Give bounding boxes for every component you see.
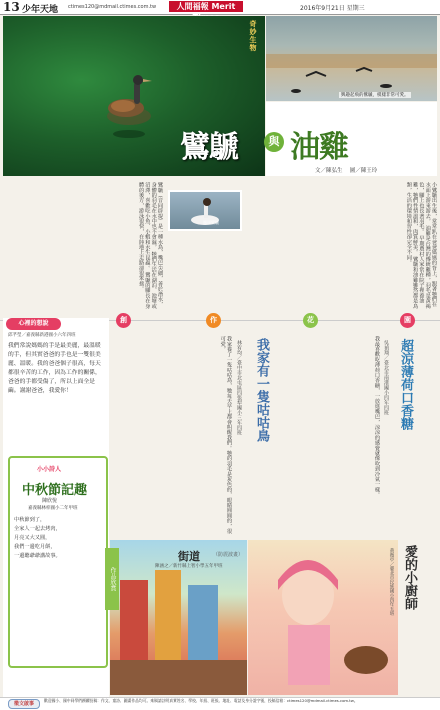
- poem-body: [14, 516, 100, 561]
- chef-title: 愛的小廚師: [402, 545, 417, 610]
- middle-story-body: [112, 336, 232, 536]
- chef-author: 黃薇亭／臺北市民族國小四年五班: [389, 548, 394, 616]
- body-paragraph: 鷿鷈的腳長在身體的後方，游泳很快，在陸地上走路卻很笨拙。: [138, 182, 151, 309]
- art-tag: 作品欣賞: [105, 548, 119, 610]
- site-address: ctimes120@mdmail.ctimes.com.tw: [68, 4, 157, 10]
- poem-line: 月亮又大又圓，: [14, 535, 51, 541]
- submission-tag: 徵文啟事: [8, 699, 40, 709]
- inset-caption: 鳳頭鷿鷈: [203, 220, 219, 225]
- page-number: 13: [3, 0, 20, 14]
- xiangshuo-author: 邱芊瑩／嘉義縣新港國小六年四班: [8, 333, 76, 338]
- poem-school: 嘉義縣林梓國小二年甲班: [28, 506, 78, 511]
- middle-story-author: 林宥均／臺中市北屯區四張犁國小三年四班: [236, 340, 242, 435]
- banner-circle-1: 創: [116, 313, 131, 328]
- feature-title-part2: 油雞: [290, 130, 348, 165]
- banner-circle-2: 作: [206, 313, 221, 328]
- right-story-author: 吳禎翔／臺北市南港國小四年四班: [383, 340, 389, 415]
- feature-byline: 文／陳弘生 圖／陳王玲: [315, 168, 378, 174]
- body-paragraph: 油雞是台灣的傳統雞種，羽毛是黃褐色，腳上也長著羽毛。: [418, 182, 431, 309]
- poem-author: 陳欣悅: [42, 498, 58, 504]
- street-title: 街道: [178, 550, 200, 563]
- section-title: 少年天地: [22, 5, 59, 15]
- photo-caption: 興趣起飛的鷿鷈，模樣非常可愛。: [341, 93, 409, 98]
- street-author: 陳涵之／新竹縣上智小學五年甲班: [155, 564, 223, 569]
- submission-text: 歡迎國小、國中同學們踴躍投稿：作文、童詩、圖畫作品均可。來稿請註明真實姓名、學校、年級、班級、地址、電話及身分證字號，投稿信箱：ctimes120@mdmail.ctimes.com.tw。: [44, 698, 358, 703]
- body-paragraph: 早期農村人家常在院子裡養油雞，牠們性情溫和，肉質鮮美。: [412, 182, 425, 304]
- poem-line: 一邊聽爺爺講故事。: [14, 553, 61, 559]
- body-paragraph: 小鷿鷈出生後，常常趴在爸爸媽媽的背上，跟著牠們在水面上游來游去。: [424, 182, 437, 307]
- birds-illustration: [266, 16, 437, 101]
- issue-date: 2016年9月21日 星期三: [300, 5, 365, 12]
- right-story-body: [270, 336, 380, 536]
- poem-tag: 小小詩人: [37, 466, 62, 473]
- banner-circle-4: 園: [400, 313, 415, 328]
- poem-line: 我們一邊吃月餅，: [14, 544, 56, 550]
- body-paragraph: 牠們生活在湖泊、池塘或沼澤，喜歡吃小魚、小蝦和水生昆蟲。: [144, 182, 157, 309]
- feature-title-joiner: 與: [264, 132, 284, 152]
- xiangshuo-tag: 心裡的想說: [6, 318, 61, 330]
- poem-title: 中秋節記趣: [22, 483, 88, 498]
- column-label: [248, 20, 258, 52]
- chef-painting: [248, 540, 398, 695]
- middle-story-title: 我家有一隻咕咕鳥: [254, 338, 269, 442]
- feature-body-left: [3, 182, 163, 310]
- chef-illustration: [248, 540, 398, 695]
- right-story-text: 我最喜歡吃薄荷口香糖，一放進嘴巴，涼涼的感覺就像吹到冷氣一樣。: [374, 336, 380, 498]
- poem-line: 中秋節到了，: [14, 517, 46, 523]
- poem-line: 全家人一起去烤肉，: [14, 526, 61, 532]
- right-story-title: 超涼薄荷口香糖: [398, 339, 413, 430]
- xiangshuo-text: 我們常說媽媽的手是最美麗，最溫暖的手，但其實爸爸的手也是一雙很美麗、溫暖。我的爸爸個子很高，每天都很辛苦的工作，因為工作的關係，爸爸的手都受傷了，所以上面全是繭。謝謝爸爸，我愛你！: [8, 343, 101, 394]
- body-paragraph: 鷿鷈（音同辟提）是一種水鳥，嘴巴尖細，善於潛水，身體的羽毛在水中也不會濕。: [150, 182, 163, 307]
- flying-grebes-photo: [266, 16, 437, 101]
- newspaper-logo: 人間福報 Merit: [169, 1, 243, 12]
- body-paragraph: 鷿鷈和油雞雖然都是鳥類，生活的環境和習性卻完全不同。: [405, 182, 419, 309]
- column-label-text: 奇妙生物: [249, 20, 257, 52]
- banner-circle-3: 花: [303, 313, 318, 328]
- feature-body-right: [245, 182, 437, 310]
- middle-story-text: 我家養了一隻咕咕鳥，牠每天早上都會叫醒我們。牠的羽毛是灰色的，眼睛圓圓的，很可愛。: [219, 336, 232, 534]
- feature-title-part1: 鷿鷈: [180, 130, 238, 165]
- street-subtitle: （防震波畫）: [213, 552, 244, 558]
